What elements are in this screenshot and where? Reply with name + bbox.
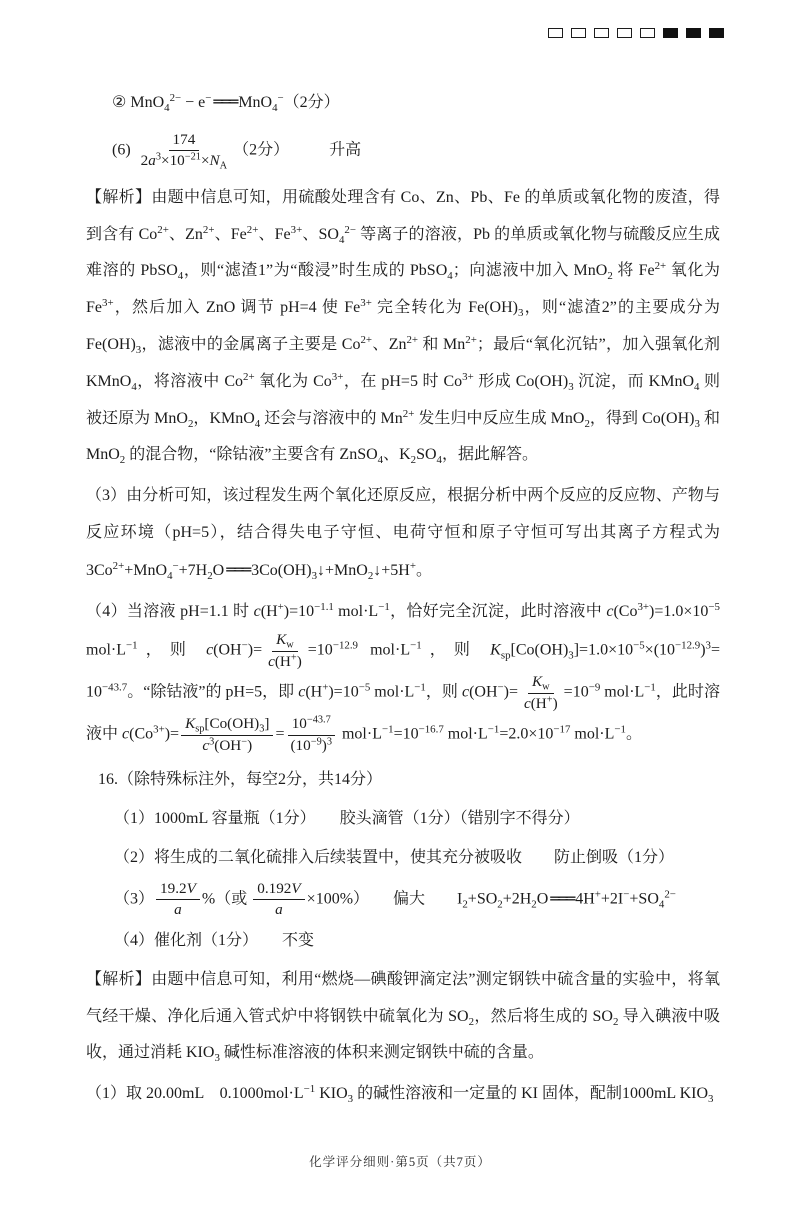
question-16-answer-3: （3） $\frac{19.2V}{a}$ %（或 $\frac{0.192V}{a}$ ×100%） 偏大 $I_2+SO_2+2H_2O$ ═══ $4H^++2I^-+SO_4^{2-}$: [114, 879, 676, 919]
registration-marks: [548, 28, 724, 38]
mark-square-outline: [617, 28, 632, 38]
answer-equation-2: ② MnO$_4^{2-}$ − e− ═══ MnO$_4$−（2分）: [112, 92, 340, 114]
mark-square-filled: [709, 28, 724, 38]
mark-square-filled: [663, 28, 678, 38]
analysis-paragraph-q15: 【解析】由题中信息可知，用硫酸处理含有 Co、Zn、Pb、Fe 的单质或氧化物的废渣，得到含有 $Co^{2+}$、$Zn^{2+}$、$Fe^{2+}$、$Fe^{3+}$、$SO_4^{2-}$ 等离子的溶液，Pb 的单质或氧化物与硫酸反应生成难溶的 PbSO$_4$，则“滤渣1”为“酸浸”时生成的 PbSO$_4$；向滤液中加入 MnO$_2$ 将 $Fe^{2+}$ 氧化为 $Fe^{3+}$，然后加入 ZnO 调节 pH=4 使 $Fe^{3+}$ 完全转化为 $Fe(OH)_3$，则“滤渣2”的主要成分为 $Fe(OH)_3$，滤液中的金属离子主要是 $Co^{2+}$、$Zn^{2+}$ 和 $Mn^{2+}$；最后“氧化沉钴”，加入强氧化剂 KMnO$_4$，将溶液中 $Co^{2+}$ 氧化为 $Co^{3+}$，在 pH=5 时 $Co^{3+}$ 形成 $Co(OH)_3$ 沉淀，而 KMnO$_4$ 则被还原为 MnO$_2$，KMnO$_4$ 还会与溶液中的 $Mn^{2+}$ 发生归中反应生成 MnO$_2$，得到 $Co(OH)_3$ 和 MnO$_2$ 的混合物，“除钴液”主要含有 ZnSO$_4$、$K_2SO_4$，据此解答。: [86, 188, 720, 467]
analysis-paragraph-q16-1: （1）取 20.00mL $0.1000mol\cdot L^{-1}$ $KIO_3$ 的碱性溶液和一定量的 KI 固体，配制1000mL $KIO_3$: [86, 1083, 714, 1105]
question-16-answer-1: （1）1000mL 容量瓶（1分） 胶头滴管（1分）（错别字不得分）: [114, 810, 580, 828]
mark-square-outline: [594, 28, 609, 38]
mark-square-outline: [548, 28, 563, 38]
question-16-heading: 16.（除特殊标注外，每空2分，共14分）: [98, 771, 383, 789]
mark-square-filled: [686, 28, 701, 38]
page-footer: 化学评分细则·第5页（共7页）: [309, 1155, 491, 1169]
analysis-paragraph-q15-4: （4）当溶液 pH=1.1 时 $c(H^+)=10^{-1.1}$ $mol\cdot L^{-1}$，恰好完全沉淀，此时溶液中 $c(Co^{3+})=1.0\times 10^{-5}$ $mol\cdot L^{-1}$，则 c(OH−)= $\frac{K_w}{c(H^+)}$ $=10^{-12.9}$ $mol\cdot L^{-1}$，则 $K_{sp}[Co(OH)_3]=1.0\times 10^{-5}\times(10^{-12.9})^3= 10^{-43.7}$。“除钴液”的 pH=5，即 $c(H^+)=10^{-5}$ $mol\cdot L^{-1}$，则 c(OH−)= $\frac{K_w}{c(H^+)}$ $=10^{-9}$ $mol\cdot L^{-1}$，此时溶液中 $c(Co^{3+})=$ $\frac{K_{sp}[Co(OH)_3]}{c^3(OH^-)}$ = $\frac{10^{-43.7}}{(10^{-9})^3}$ $mol\cdot L^{-1}=10^{-16.7}$ $mol\cdot L^{-1}=2.0\times 10^{-17}$ $mol\cdot L^{-1}$。: [86, 600, 720, 754]
analysis-paragraph-q16: 【解析】由题中信息可知，利用“燃烧—碘酸钾滴定法”测定钢铁中硫含量的实验中，将氧气经干燥、净化后通入管式炉中将钢铁中硫氧化为 $SO_2$，然后将生成的 $SO_2$ 导入碘液中吸收，通过消耗 $KIO_3$ 碱性标准溶液的体积来测定钢铁中硫的含量。: [86, 970, 720, 1065]
question-16-answer-4: （4）催化剂（1分） 不变: [114, 931, 315, 949]
page-content: [86, 84, 720, 1117]
answer-item-6: (6) $\frac{174}{2a^3\times 10^{-21}\times N_A}$ （2分） 升高: [112, 130, 362, 172]
analysis-paragraph-q15-3: （3）由分析可知，该过程发生两个氧化还原反应，根据分析中两个反应的反应物、产物与反应环境（pH=5），结合得失电子守恒、电荷守恒和原子守恒可写出其离子方程式为 $3Co^{2+}+MnO_4^-+7H_2O$ ═══ $3Co(OH)_3↓+MnO_2↓+5H^+$。: [86, 487, 720, 582]
mark-square-outline: [571, 28, 586, 38]
mark-square-outline: [640, 28, 655, 38]
question-16-answer-2: （2）将生成的二氧化硫排入后续装置中，使其充分被吸收 防止倒吸（1分）: [114, 849, 675, 867]
